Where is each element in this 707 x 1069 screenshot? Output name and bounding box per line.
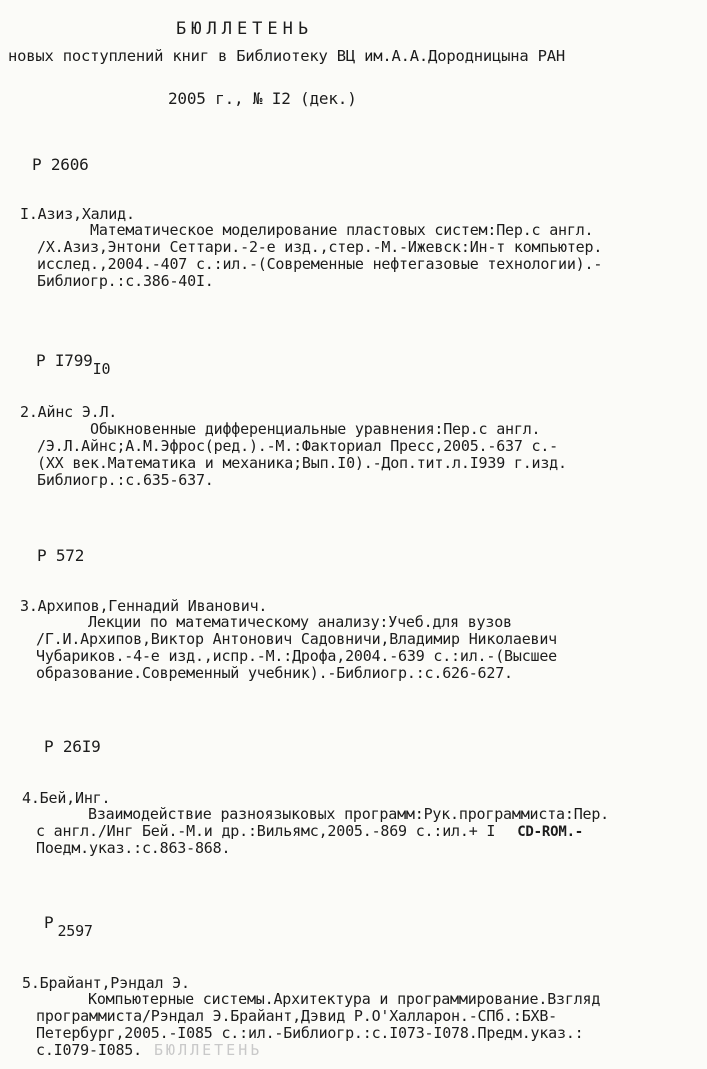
faint-bleed-through-text: БЮЛЛЕТЕНЬ — [153, 1041, 263, 1059]
entry-line: Чубариков.-4-е изд.,испр.-М.:Дрофа,2004.-639 с.:ил.-(Высшее — [36, 647, 558, 665]
entry-line: Лекции по математическому анализу:Учеб.для вузов — [88, 613, 512, 631]
entry-line: исслед.,2004.-407 с.:ил.-(Современные нефтегазовые технологии).- — [37, 255, 603, 273]
entry-line-text: с англ./Инг Бей.-М.и др.:Вильямс,2005.-869 с.:ил.+ I — [36, 822, 496, 840]
entry-line — [36, 1041, 262, 1059]
shelf-index-main: Р I799 — [36, 351, 93, 370]
shelf-index-sub: I0 — [92, 360, 111, 378]
entry-line: /Э.Л.Айнс;А.М.Эфрос(ред.).-М.:Факториал Пресс,2005.-637 с.- — [37, 437, 559, 455]
entry-line-text: с.I079-I085. — [36, 1041, 142, 1059]
entry-line: (XX век.Математика и механика;Вып.I0).-Доп.тит.л.I939 г.изд. — [37, 454, 567, 472]
entry-author: 4.Бей,Инг. — [22, 789, 111, 807]
shelf-index: Р 26I9 — [44, 737, 101, 756]
entry-line: Компьютерные системы.Архитектура и программирование.Взгляд — [88, 990, 601, 1008]
cd-rom-stamp: CD-ROM.- — [517, 824, 584, 840]
shelf-index: Р 2606 — [32, 155, 89, 174]
shelf-index — [36, 351, 111, 378]
entry-line: Библиогр.:с.386-40I. — [37, 272, 214, 290]
entry-line: Библиогр.:с.635-637. — [37, 471, 214, 489]
entry-line: /Х.Азиз,Энтони Сеттари.-2-е изд.,стер.-М.-Ижевск:Ин-т компьютер. — [37, 238, 603, 256]
entry-author: 3.Архипов,Геннадий Иванович. — [20, 597, 268, 615]
bulletin-title: БЮЛЛЕТЕНЬ — [176, 19, 314, 39]
shelf-index-main: Р — [44, 913, 54, 932]
entry-line: Математическое моделирование пластовых систем:Пер.с англ. — [90, 221, 594, 239]
entry-author: I.Азиз,Халид. — [20, 205, 135, 223]
entry-line: Обыкновенные дифференциальные уравнения:Пер.с англ. — [90, 420, 541, 438]
entry-author: 5.Брайант,Рэндал Э. — [22, 974, 190, 992]
shelf-index: Р 572 — [37, 546, 85, 565]
bulletin-subtitle: новых поступлений книг в Библиотеку ВЦ им.А.А.Дородницына РАН — [8, 47, 566, 65]
entry-line: /Г.И.Архипов,Виктор Антонович Садовничи,Владимир Николаевич — [36, 630, 558, 648]
entry-line: Взаимодействие разноязыковых программ:Рук.программиста:Пер. — [88, 805, 610, 823]
entry-line: образование.Современный учебник).-Библиогр.:с.626-627. — [36, 664, 513, 682]
shelf-index-sub: 2597 — [57, 922, 93, 940]
entry-line: Поедм.указ.:с.863-868. — [36, 839, 231, 857]
entry-author: 2.Айнс Э.Л. — [20, 403, 118, 421]
bulletin-issue: 2005 г., № I2 (дек.) — [168, 89, 357, 108]
entry-line: Петербург,2005.-I085 с.:ил.-Библиогр.:с.I073-I078.Предм.указ.: — [36, 1024, 584, 1042]
shelf-index — [44, 913, 93, 940]
entry-line: программиста/Рэндал Э.Брайант,Дэвид Р.О'Халларон.-СПб.:БХВ- — [36, 1007, 558, 1025]
